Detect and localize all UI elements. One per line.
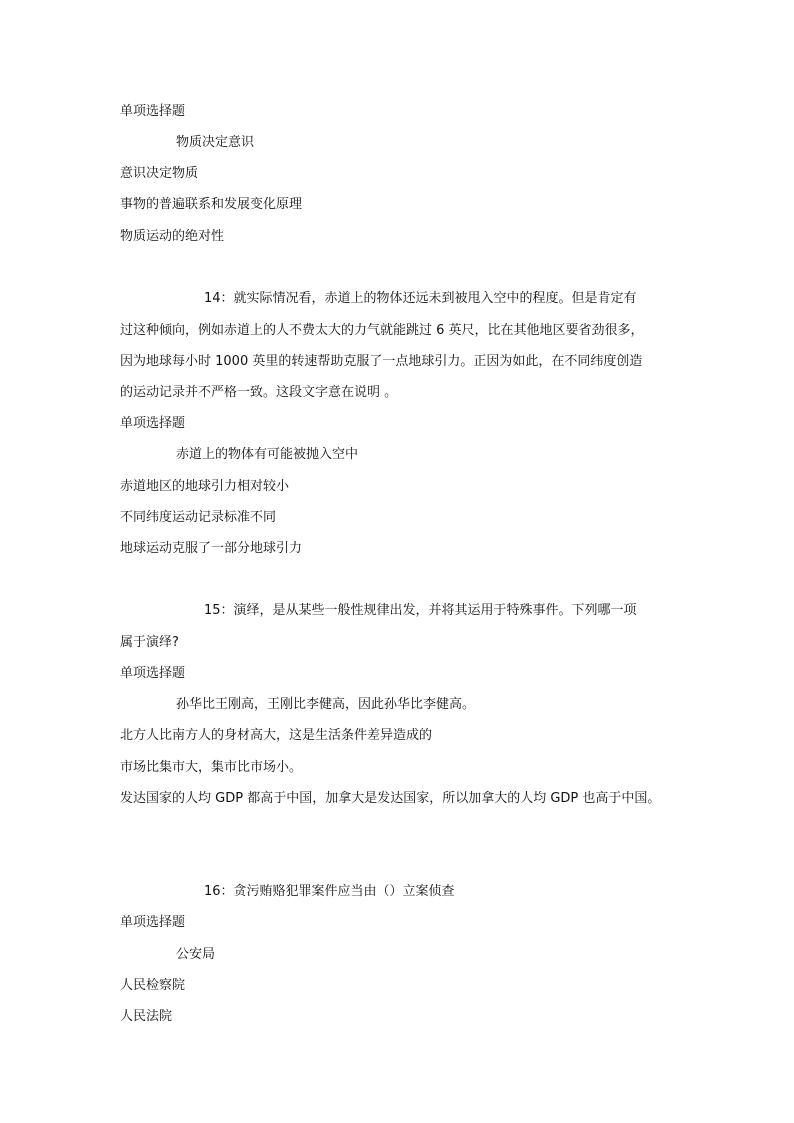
option-b: 赤道地区的地球引力相对较小 xyxy=(120,479,290,494)
option-b: 人民检察院 xyxy=(120,978,186,993)
option-c: 人民法院 xyxy=(120,1009,173,1024)
question-16-text-line-1: 16：贪污贿赂犯罪案件应当由（）立案侦查 xyxy=(204,884,455,899)
option-d: 物质运动的绝对性 xyxy=(120,229,225,244)
option-c: 事物的普遍联系和发展变化原理 xyxy=(120,197,303,212)
question-15-text-line-2: 属于演绎? xyxy=(120,635,179,650)
option-a: 孙华比王刚高，王刚比李健高，因此孙华比李健高。 xyxy=(176,697,476,712)
question-14-text-line-1: 14：就实际情况看，赤道上的物体还远未到被甩入空中的程度。但是肯定有 xyxy=(204,291,637,306)
question-type-label: 单项选择题 xyxy=(120,915,186,930)
option-d: 地球运动克服了一部分地球引力 xyxy=(120,541,303,556)
option-b: 意识决定物质 xyxy=(120,166,199,181)
option-a: 公安局 xyxy=(176,947,216,962)
question-type-label: 单项选择题 xyxy=(120,104,186,119)
question-14-text-line-3: 因为地球每小时 1000 英里的转速帮助克服了一点地球引力。正因为如此，在不同纬度创造 xyxy=(120,354,643,369)
question-14-text-line-2: 过这种倾向，例如赤道上的人不费太大的力气就能跳过 6 英尺，比在其他地区要省劲很多， xyxy=(120,323,644,338)
question-type-label: 单项选择题 xyxy=(120,666,186,681)
question-type-label: 单项选择题 xyxy=(120,416,186,431)
option-a: 物质决定意识 xyxy=(176,135,255,150)
question-15-text-line-1: 15：演绎，是从某些一般性规律出发，并将其运用于特殊事件。下列哪一项 xyxy=(204,603,637,618)
option-c: 不同纬度运动记录标准不同 xyxy=(120,510,277,525)
option-d: 发达国家的人均 GDP 都高于中国，加拿大是发达国家，所以加拿大的人均 GDP 也高于中国。 xyxy=(120,791,661,806)
option-c: 市场比集市大，集市比市场小。 xyxy=(120,760,303,775)
option-b: 北方人比南方人的身材高大，这是生活条件差异造成的 xyxy=(120,728,433,743)
question-14-text-line-4: 的运动记录并不严格一致。这段文字意在说明 。 xyxy=(120,385,398,400)
option-a: 赤道上的物体有可能被抛入空中 xyxy=(176,447,359,462)
